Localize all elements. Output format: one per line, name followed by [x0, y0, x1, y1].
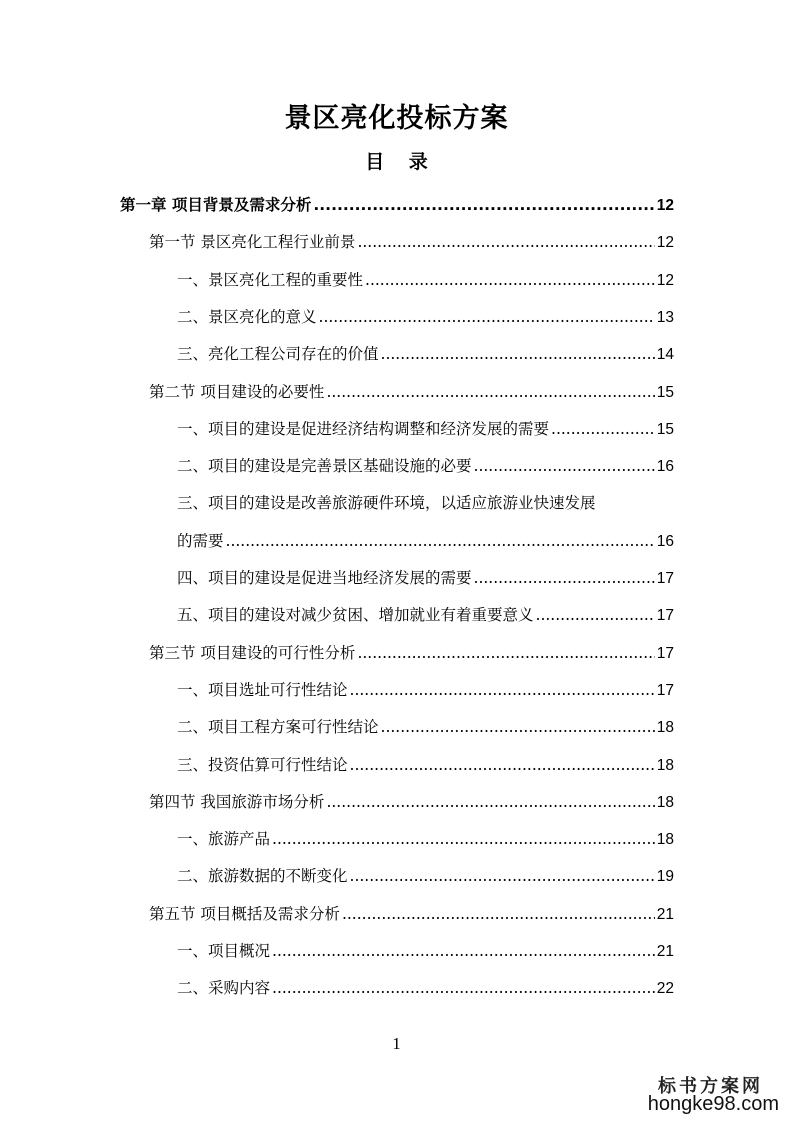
- toc-entry[interactable]: [177, 529, 674, 553]
- toc-entry[interactable]: [177, 305, 674, 329]
- toc-entry[interactable]: [149, 641, 674, 665]
- toc-entry-page: 18: [656, 719, 674, 737]
- toc-entry-page: 21: [656, 905, 674, 923]
- toc-leader-dots: [365, 271, 655, 289]
- toc-leader-dots: [313, 196, 654, 214]
- toc-entry[interactable]: [177, 864, 674, 888]
- toc-entry[interactable]: [177, 753, 674, 777]
- toc-entry-title: 一、旅游产品: [177, 830, 271, 849]
- toc-entry-page: 19: [656, 868, 674, 886]
- toc-leader-dots: [551, 420, 655, 438]
- toc-entry[interactable]: [149, 790, 674, 814]
- toc-entry-page: 17: [656, 681, 674, 699]
- toc-leader-dots: [272, 830, 655, 848]
- toc-entry-page: 18: [656, 756, 674, 774]
- toc-leader-dots: [350, 867, 655, 885]
- document-title: 景区亮化投标方案: [284, 103, 509, 134]
- toc-entry[interactable]: [177, 715, 674, 739]
- toc-leader-dots: [357, 644, 654, 662]
- toc-entry-page: 14: [656, 346, 674, 364]
- toc-entry-page: 22: [656, 980, 674, 998]
- toc-leader-dots: [474, 457, 655, 475]
- toc-entry[interactable]: [177, 454, 674, 478]
- toc-entry[interactable]: [177, 268, 674, 292]
- toc-entry[interactable]: [177, 827, 674, 851]
- toc-leader-dots: [381, 345, 655, 363]
- toc-leader-dots: [536, 606, 655, 624]
- toc-entry-title: 第一章 项目背景及需求分析: [120, 196, 312, 214]
- toc-entry-title: 二、旅游数据的不断变化: [177, 867, 348, 886]
- toc-entry[interactable]: [177, 417, 674, 441]
- toc-leader-dots: [326, 383, 654, 401]
- toc-entry-title: 第一节 景区亮化工程行业前景: [149, 233, 356, 252]
- toc-entry[interactable]: [149, 380, 674, 404]
- toc-entry-title: 五、项目的建设对减少贫困、增加就业有着重要意义: [177, 606, 534, 625]
- toc-leader-dots: [350, 681, 655, 699]
- toc-heading: 目 录: [365, 151, 428, 173]
- toc-entry-page: 16: [656, 458, 674, 476]
- toc-entry-title: 第四节 我国旅游市场分析: [149, 792, 325, 811]
- toc-leader-dots: [474, 569, 655, 587]
- toc-entry[interactable]: [177, 976, 674, 1000]
- toc-leader-dots: [319, 308, 655, 326]
- toc-entry-title: 四、项目的建设是促进当地经济发展的需要: [177, 569, 472, 587]
- toc-entry-page: 13: [656, 308, 674, 326]
- toc-entry[interactable]: [177, 603, 674, 627]
- toc-entry[interactable]: [177, 939, 674, 963]
- toc-entry-title: 二、项目的建设是完善景区基础设施的必要: [177, 457, 472, 476]
- toc-leader-dots: [226, 532, 655, 550]
- toc-entry-page: 12: [656, 271, 674, 289]
- toc-entry-page: 18: [656, 831, 674, 849]
- toc-entry-title: 一、景区亮化工程的重要性: [177, 270, 364, 289]
- toc-entry-page: 16: [656, 532, 674, 550]
- toc-entry[interactable]: [120, 193, 674, 217]
- toc-entry-title: 一、项目选址可行性结论: [177, 680, 348, 699]
- toc-entry-text: 三、项目的建设是改善旅游硬件环境，以适应旅游业快速发展: [177, 494, 596, 513]
- toc-entry-title: 三、亮化工程公司存在的价值: [177, 345, 379, 364]
- toc-entry-title: 的需要: [177, 531, 224, 550]
- toc-leader-dots: [381, 718, 655, 736]
- toc-entry-page: 17: [656, 644, 674, 662]
- toc-entry-title: 第二节 项目建设的必要性: [149, 382, 325, 401]
- toc-entry-page: 15: [656, 383, 674, 401]
- toc-entry-page: 17: [656, 607, 674, 625]
- toc-entry-page: 12: [656, 234, 674, 252]
- toc-leader-dots: [342, 905, 655, 923]
- toc-entry-page: 21: [656, 943, 674, 960]
- watermark-url: hongke98.com: [647, 1093, 779, 1115]
- toc-leader-dots: [272, 942, 655, 960]
- toc-leader-dots: [326, 793, 654, 811]
- toc-entry[interactable]: [177, 678, 674, 702]
- toc-entry-title: 一、项目的建设是促进经济结构调整和经济发展的需要: [177, 419, 550, 438]
- toc-entry-title: 第五节 项目概括及需求分析: [149, 904, 340, 923]
- toc-entry-title: 第三节 项目建设的可行性分析: [149, 643, 356, 662]
- toc-entry-title: 二、景区亮化的意义: [177, 307, 317, 326]
- toc-entry-title: 二、采购内容: [177, 979, 271, 998]
- toc-leader-dots: [272, 979, 655, 997]
- toc-entry[interactable]: [149, 230, 674, 254]
- toc-leader-dots: [350, 756, 655, 774]
- toc-entry-title: 一、项目概况: [177, 942, 271, 960]
- toc-entry-title: 三、投资估算可行性结论: [177, 755, 348, 774]
- toc-entry[interactable]: [177, 342, 674, 366]
- toc-entry-page: 15: [656, 420, 674, 438]
- toc-leader-dots: [357, 233, 654, 251]
- toc-entry[interactable]: [177, 566, 674, 590]
- watermark-cn: 标书方案网: [658, 1076, 763, 1097]
- toc-entry[interactable]: [149, 902, 674, 926]
- toc-entry-page: 18: [656, 793, 674, 811]
- toc-entry-page: 17: [656, 570, 674, 587]
- toc-entry-page: 12: [656, 197, 674, 214]
- toc-entry-title: 二、项目工程方案可行性结论: [177, 718, 379, 737]
- page-number: 1: [392, 1034, 401, 1053]
